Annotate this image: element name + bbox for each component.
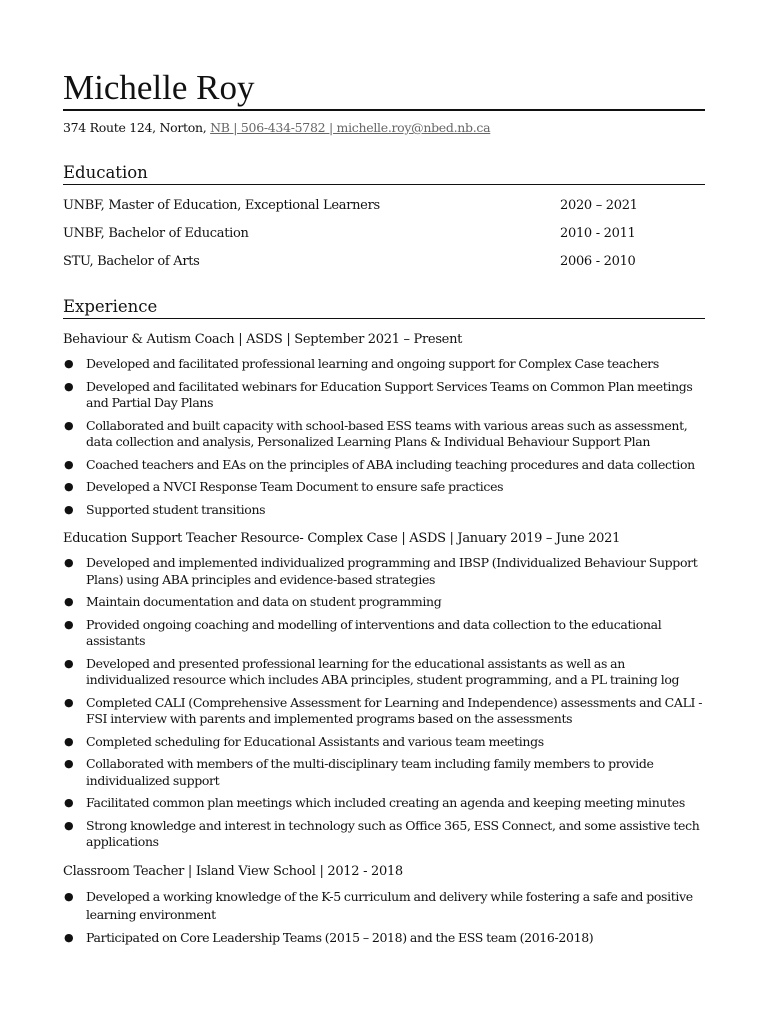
list-item: ● Developed and presented professional learning for the educational assistants as well as an individualized resource which includes ABA principles, student programming, and a PL training log (64, 655, 680, 687)
bullet-icon: ● (64, 556, 74, 569)
name-divider (63, 109, 705, 111)
bullet-icon: ● (64, 379, 74, 393)
bullet-icon: ● (64, 457, 74, 471)
list-item: ● Completed scheduling for Educational Assistants and various team meetings (64, 733, 544, 749)
bullet-icon: ● (64, 931, 74, 944)
list-item: ● Facilitated common plan meetings which included creating an agenda and keeping meeting minutes (64, 795, 685, 810)
list-item: ● Provided ongoing coaching and modelling of interventions and data collection to the educational assistants (64, 616, 662, 648)
person-name: Michelle Roy (63, 68, 255, 107)
job-heading: Behaviour & Autism Coach | ASDS | September 2021 – Present (63, 332, 463, 347)
bullet-icon: ● (64, 617, 74, 631)
education-divider (63, 184, 705, 185)
education-row (63, 253, 705, 271)
bullet-icon: ● (64, 695, 74, 709)
education-years: 2006 - 2010 (560, 254, 636, 269)
job-heading: Education Support Teacher Resource- Complex Case | ASDS | January 2019 – June 2021 (63, 531, 621, 546)
list-item: ● Developed a working knowledge of the K-5 curriculum and delivery while fostering a safe and positive learning environment (64, 889, 693, 922)
education-degree: UNBF, Master of Education, Exceptional Learners (63, 198, 380, 213)
bullet-icon: ● (64, 595, 74, 608)
education-row (63, 197, 705, 215)
list-item: ● Supported student transitions (64, 501, 266, 517)
education-heading: Education (63, 163, 148, 182)
contact-link[interactable]: NB | 506-434-5782 | michelle.roy@nbed.nb.ca (210, 120, 491, 135)
job-heading: Classroom Teacher | Island View School | 2012 - 2018 (63, 864, 403, 879)
bullet-icon: ● (64, 480, 74, 493)
experience-heading: Experience (63, 297, 158, 316)
bullet-icon: ● (64, 502, 74, 516)
education-row (63, 225, 705, 243)
education-degree: UNBF, Bachelor of Education (63, 226, 249, 241)
list-item: ● Developed and implemented individualized programming and IBSP (Individualized Behaviour Support Plans) using ABA principles and evidence-based strategies (64, 555, 698, 587)
list-item: ● Collaborated and built capacity with school-based ESS teams with various areas such as assessment, data collection and analysis, Personalized Learning Plans & Individual Behaviour Support Plan (64, 417, 688, 449)
education-years: 2010 - 2011 (560, 226, 636, 241)
list-item: ● Coached teachers and EAs on the principles of ABA including teaching procedures and data collection (64, 456, 695, 472)
bullet-icon: ● (64, 757, 74, 770)
bullet-icon: ● (64, 357, 74, 370)
address-text: 374 Route 124, Norton, (63, 120, 211, 135)
job-bullet-list (63, 555, 705, 851)
bullet-icon: ● (64, 818, 74, 832)
job-bullet-list (63, 888, 705, 947)
education-degree: STU, Bachelor of Arts (63, 254, 200, 269)
education-years: 2020 – 2021 (560, 198, 638, 213)
experience-divider (63, 318, 705, 319)
bullet-icon: ● (64, 418, 74, 432)
list-item: ● Maintain documentation and data on student programming (64, 594, 442, 609)
list-item: ● Completed CALI (Comprehensive Assessment for Learning and Independence) assessments and CALI - FSI interview with parents and implemented programs based on the assessments (64, 694, 703, 726)
bullet-icon: ● (64, 796, 74, 809)
list-item: ● Developed a NVCI Response Team Document to ensure safe practices (64, 479, 504, 494)
bullet-icon: ● (64, 734, 74, 748)
list-item: ● Developed and facilitated webinars for Education Support Services Teams on Common Plan meetings and Partial Day Plans (64, 378, 693, 410)
bullet-icon: ● (64, 890, 74, 903)
contact-line (63, 119, 490, 137)
list-item: ● Developed and facilitated professional learning and ongoing support for Complex Case teachers (64, 356, 659, 371)
bullet-icon: ● (64, 656, 74, 670)
list-item: ● Participated on Core Leadership Teams (2015 – 2018) and the ESS team (2016-2018) (64, 930, 594, 945)
list-item: ● Strong knowledge and interest in technology such as Office 365, ESS Connect, and some assistive tech applications (64, 817, 700, 849)
list-item: ● Collaborated with members of the multi-disciplinary team including family members to provide individualized support (64, 756, 654, 788)
job-bullet-list (63, 356, 705, 518)
